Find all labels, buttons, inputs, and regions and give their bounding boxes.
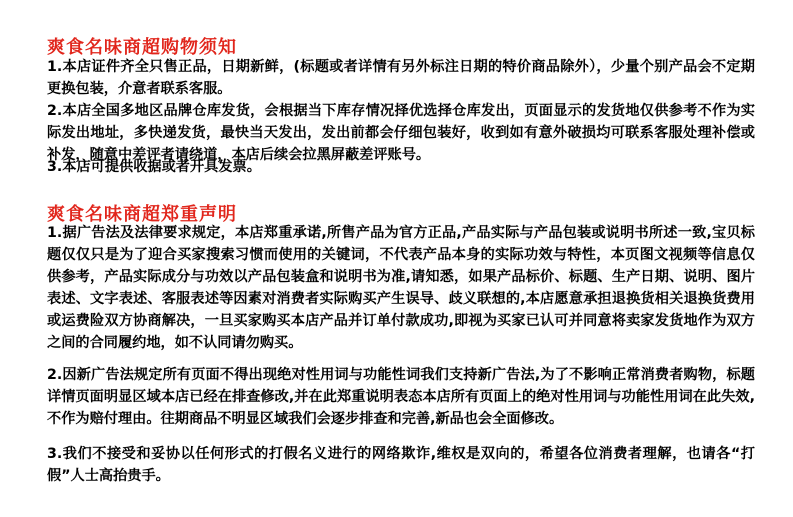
statement-item-1: 1.据广告法及法律要求规定，本店郑重承诺,所售产品为官方正品,产品实际与产品包装或说明书所述一致,宝贝标题仅仅只是为了迎合买家搜索习惯而使用的关键词，不代表产品本身的实际功效与特性，本页图文视频等信息仅供参考，产品实际成分与功效以产品包装盒和说明书为准,请知悉，如果产品标价、标题、生产日期、说明、图片表述、文字表述、客服表述等因素对消费者实际购买产生误导、歧义联想的,本店愿意承担退换货相关退换货费用或运费险双方协商解决，一旦买家购买本店产品并订单付款成功,即视为买家已认可并同意将卖家发货地作为双方之间的合同履约地，如不认同请勿购买。 <box>47 225 755 351</box>
statement-item-2: 2.因新广告法规定所有页面不得出现绝对性用词与功能性词我们支持新广告法,为了不影响正常消费者购物，标题详情页面明显区域本店已经在排查修改,并在此郑重说明表态本店所有页面上的绝对性用词与功能性用词在此失效,不作为赔付理由。往期商品不明显区域我们会逐步排查和完善,新品也会全面修改。 <box>47 367 755 427</box>
shopping-notice-title: 爽食名味商超购物须知 <box>47 37 237 58</box>
notice-item-2: 2.本店全国多地区品牌仓库发货，会根据当下库存情况择优选择仓库发出，页面显示的发货地仅供参考不作为实际发出地址，多快递发货，最快当天发出，发出前都会仔细包装好，收到如有意外破损均可联系客服处理补偿或补发，随意中差评者请绕道，本店后续会拉黑屏蔽差评账号。 <box>47 103 755 163</box>
statement-title: 爽食名味商超郑重声明 <box>47 204 237 225</box>
notice-item-3: 3.本店可提供收据或者开具发票。 <box>47 159 261 175</box>
notice-item-1: 1.本店证件齐全只售正品，日期新鲜，(标题或者详情有另外标注日期的特价商品除外），少量个别产品会不定期更换包装，介意者联系客服。 <box>47 59 755 97</box>
statement-item-3: 3.我们不接受和妥协以任何形式的打假名义进行的网络欺诈,维权是双向的，希望各位消费者理解，也请各“打假”人士高抬贵手。 <box>47 446 755 484</box>
